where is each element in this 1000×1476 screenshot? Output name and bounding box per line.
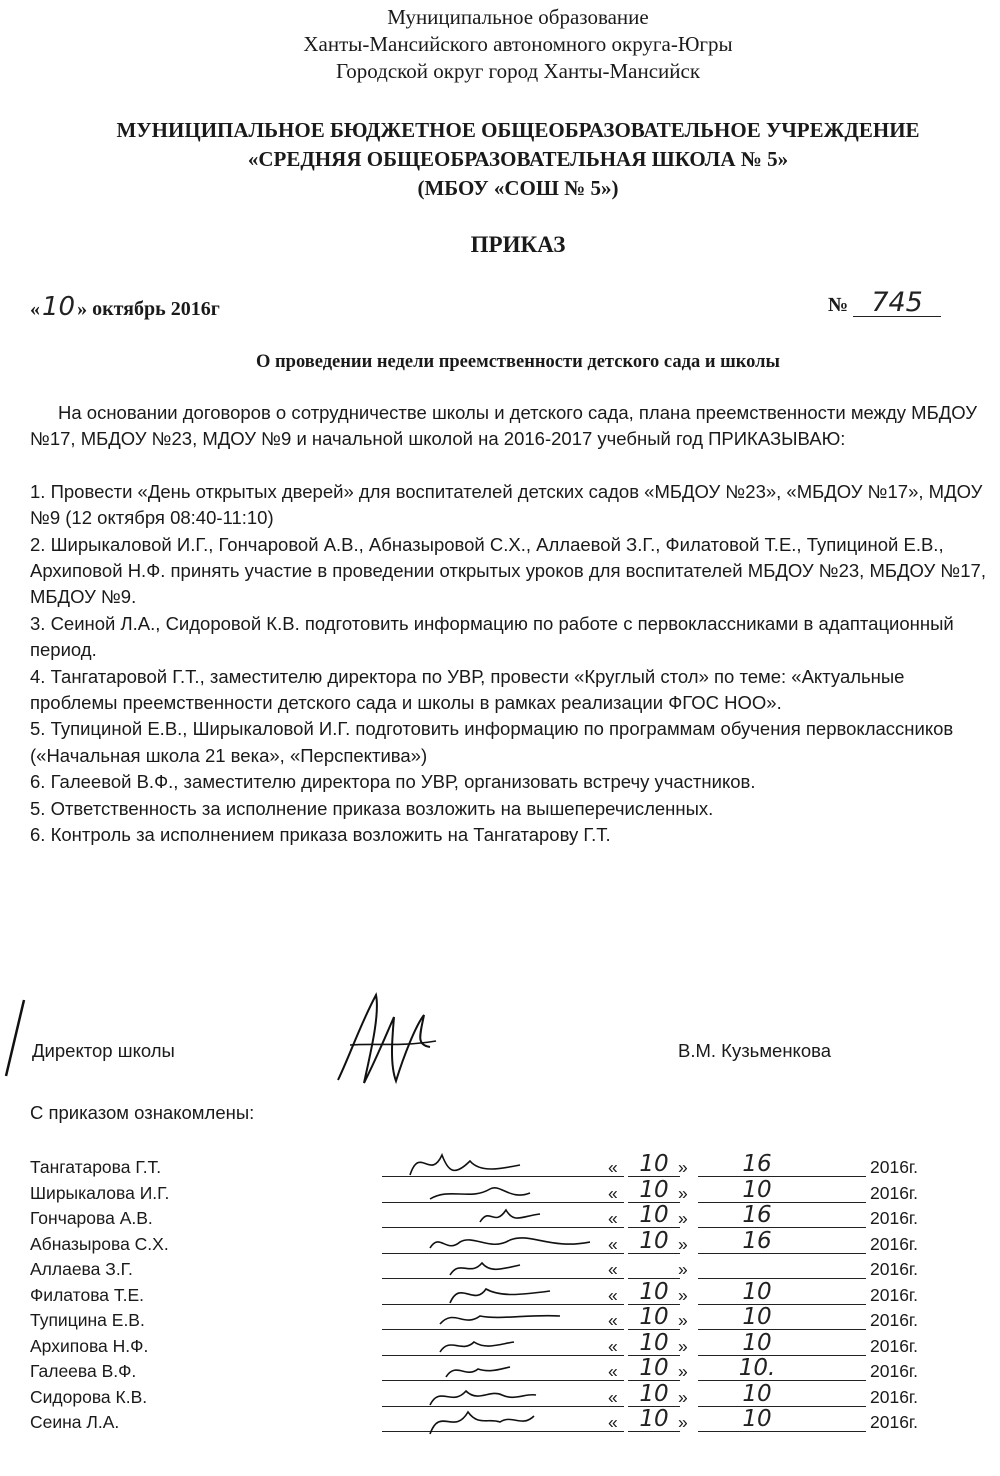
quote-open: « <box>608 1157 618 1177</box>
body-item: 5. Ответственность за исполнение приказа возложить на вышеперечисленных. <box>30 797 714 819</box>
quote-close: » <box>678 1310 688 1330</box>
sign-day-handwritten: 10 <box>639 1380 669 1407</box>
quote-open: « <box>608 1208 618 1228</box>
quote-close: » <box>678 1412 688 1432</box>
signer-name: Галеева В.Ф. <box>30 1361 137 1381</box>
sign-day-handwritten: 10 <box>639 1151 669 1177</box>
margin-pen-mark <box>2 998 28 1078</box>
municipality-header <box>0 4 1000 85</box>
date-day-handwritten: 10 <box>42 292 76 322</box>
signer-name: Сидорова К.В. <box>30 1386 148 1407</box>
quote-open: « <box>608 1335 618 1356</box>
acknowledgement-list <box>30 1151 990 1438</box>
sign-month-handwritten: 10 <box>742 1278 772 1305</box>
quote-close: » <box>678 1335 688 1356</box>
signer-name: Гончарова А.В. <box>30 1208 153 1228</box>
quote-open: « <box>608 1182 618 1203</box>
quote-open: « <box>608 1284 618 1305</box>
body-item: 6. Галеевой В.Ф., заместителю директора по УВР, организовать встречу участников. <box>30 771 756 793</box>
signer-name: Сеина Л.А. <box>30 1412 120 1432</box>
signer-name: Тангатарова Г.Т. <box>30 1157 162 1177</box>
sign-year: 2016г. <box>870 1157 919 1177</box>
signer-name: Филатова Т.Е. <box>30 1284 145 1305</box>
quote-close: » <box>678 1386 688 1407</box>
sign-year: 2016г. <box>870 1412 919 1432</box>
sign-year: 2016г. <box>870 1208 919 1228</box>
quote-close: » <box>678 1361 688 1381</box>
signer-name: Архипова Н.Ф. <box>30 1335 149 1356</box>
sign-year: 2016г. <box>870 1361 919 1381</box>
signer-name: Аллаева З.Г. <box>30 1259 133 1279</box>
body-item: 1. Провести «День открытых дверей» для воспитателей детских садов «МБДОУ №23», «МБДОУ №17», МДОУ №9 (12 октября 08:40-11:10) <box>30 480 983 529</box>
signer-name: Абназырова С.Х. <box>30 1233 169 1254</box>
acknowledgement-label: С приказом ознакомлены: <box>30 1102 255 1123</box>
order-date <box>30 292 220 322</box>
order-title: ПРИКАЗ <box>470 232 566 257</box>
sign-month-handwritten: 10 <box>742 1304 772 1330</box>
quote-open: « <box>608 1361 618 1381</box>
director-signature <box>320 985 440 1095</box>
body-item: 6. Контроль за исполнением приказа возложить на Тангатарову Г.Т. <box>30 824 611 846</box>
quote-close: » <box>678 1259 688 1279</box>
body-item: 2. Ширыкаловой И.Г., Гончаровой А.В., Абназыровой С.Х., Аллаевой З.Г., Филатовой Т.Е., Тупициной Е.В., Архиповой Н.Ф. принять участие в проведении открытых уроков для воспитателей МБДОУ №23, МБДОУ №17, МБДОУ №9. <box>30 533 986 608</box>
header-line-1: Муниципальное образование <box>387 5 649 29</box>
sign-year: 2016г. <box>870 1386 919 1407</box>
sign-month-handwritten: 10 <box>742 1176 772 1203</box>
signer-signature <box>390 1406 590 1436</box>
body-item: 5. Тупициной Е.В., Ширыкаловой И.Г. подготовить информацию по программам обучения первоклассников («Начальная школа 21 века», «Перспектива») <box>30 718 954 766</box>
director-name: В.М. Кузьменкова <box>678 1040 832 1061</box>
sign-year: 2016г. <box>870 1310 919 1330</box>
sign-year: 2016г. <box>870 1233 919 1254</box>
body-item: 4. Тангатаровой Г.Т., заместителю директора по УВР, провести «Круглый стол» по теме: «Актуальные проблемы преемственности детского сада и школы в рамках реализации ФГОС НОО». <box>30 665 905 714</box>
date-quote-close: » <box>77 298 88 320</box>
quote-open: « <box>608 1259 618 1279</box>
order-body <box>30 400 995 849</box>
sign-day-handwritten: 10 <box>639 1355 669 1381</box>
quote-open: « <box>608 1310 618 1330</box>
date-month-year: октябрь 2016г <box>92 298 220 320</box>
number-label: № <box>828 294 849 316</box>
quote-close: » <box>678 1208 688 1228</box>
organization-line-3: (МБОУ «СОШ № 5») <box>417 176 619 200</box>
director-position: Директор школы <box>32 1040 175 1061</box>
sign-month-handwritten: 16 <box>742 1151 772 1177</box>
sign-month-handwritten: 10. <box>738 1355 776 1381</box>
sign-day-handwritten: 10 <box>639 1304 669 1330</box>
sign-day-handwritten: 10 <box>639 1176 669 1203</box>
organization-line-1: МУНИЦИПАЛЬНОЕ БЮДЖЕТНОЕ ОБЩЕОБРАЗОВАТЕЛЬНОЕ УЧРЕЖДЕНИЕ <box>116 118 920 142</box>
date-quote-open: « <box>30 298 40 320</box>
sign-month-handwritten: 10 <box>742 1329 772 1356</box>
sign-day-handwritten: 10 <box>639 1406 669 1432</box>
order-number <box>828 287 941 318</box>
body-item: 3. Сеиной Л.А., Сидоровой К.В. подготовить информацию по работе с первоклассниками в адаптационный период. <box>30 612 954 661</box>
sign-year: 2016г. <box>870 1335 919 1356</box>
body-intro: На основании договоров о сотрудничестве школы и детского сада, плана преемственности между МБДОУ №17, МБДОУ №23, МДОУ №9 и начальной школой на 2016-2017 учебный год ПРИКАЗЫВАЮ: <box>30 402 977 450</box>
sign-year: 2016г. <box>870 1284 919 1305</box>
header-line-2: Ханты-Мансийского автономного округа-Югры <box>303 32 733 56</box>
sign-year: 2016г. <box>870 1259 919 1279</box>
header-line-3: Городской округ город Ханты-Мансийск <box>335 59 701 83</box>
acknowledgement-row <box>30 1406 990 1438</box>
quote-close: » <box>678 1284 688 1305</box>
order-subject: О проведении недели преемственности детского сада и школы <box>255 352 780 372</box>
signer-name: Ширыкалова И.Г. <box>30 1182 170 1203</box>
organization-line-2: «СРЕДНЯЯ ОБЩЕОБРАЗОВАТЕЛЬНАЯ ШКОЛА № 5» <box>247 147 789 171</box>
signer-name: Тупицина Е.В. <box>30 1310 145 1330</box>
sign-month-handwritten: 10 <box>742 1380 772 1407</box>
quote-close: » <box>678 1233 688 1254</box>
sign-month-handwritten: 16 <box>742 1202 772 1228</box>
quote-close: » <box>678 1157 688 1177</box>
sign-day-handwritten: 10 <box>639 1278 669 1305</box>
quote-close: » <box>678 1182 688 1203</box>
sign-year: 2016г. <box>870 1182 919 1203</box>
quote-open: « <box>608 1412 618 1432</box>
number-value-handwritten: 745 <box>853 290 941 317</box>
sign-day-handwritten: 10 <box>639 1202 669 1228</box>
quote-open: « <box>608 1386 618 1407</box>
organization-name <box>0 116 1000 203</box>
sign-month-handwritten: 16 <box>742 1227 772 1254</box>
sign-month-handwritten: 10 <box>742 1406 772 1432</box>
sign-day-handwritten: 10 <box>639 1329 669 1356</box>
sign-day-handwritten: 10 <box>639 1227 669 1254</box>
quote-open: « <box>608 1233 618 1254</box>
